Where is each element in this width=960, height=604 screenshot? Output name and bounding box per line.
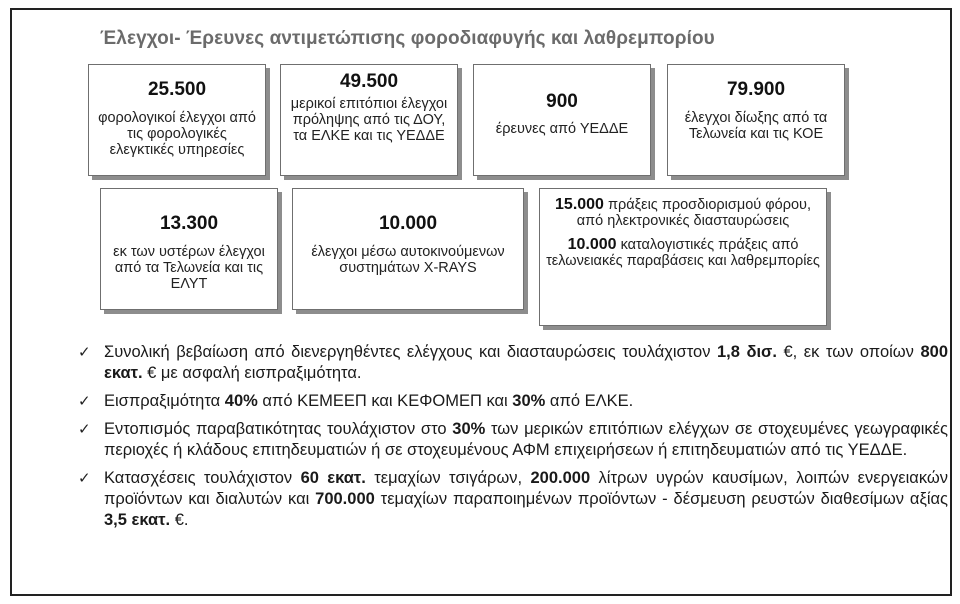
check-icon: ✓ — [78, 470, 91, 487]
slide-frame — [10, 8, 952, 596]
target-bullet-item — [76, 342, 948, 384]
check-icon: ✓ — [78, 421, 91, 438]
bullet-text: από ΕΛΚΕ. — [545, 392, 634, 410]
targets-bullet-list — [76, 342, 948, 531]
bullet-highlight: 60 εκατ. — [300, 469, 366, 487]
bullet-text: Συνολική βεβαίωση από διενεργηθέντες ελέγχους και διασταυρώσεις τουλάχιστον — [104, 343, 717, 361]
stat-number: 900 — [546, 91, 578, 112]
stat-number: 13.300 — [159, 213, 219, 234]
bullet-text: τεμαχίων παραποιημένων προϊόντων - δέσμευση ρευστών διαθεσίμων αξίας — [374, 490, 948, 508]
bullet-highlight: 200.000 — [530, 469, 591, 487]
bullet-highlight: 30% — [512, 392, 546, 410]
stat-row-customs-violations — [546, 237, 820, 269]
bullet-highlight: 700.000 — [315, 490, 375, 508]
bullet-highlight: 3,5 εκατ. — [104, 511, 171, 529]
bullet-text: από ΚΕΜΕΕΠ και ΚΕΦΟΜΕΠ και — [257, 392, 513, 410]
target-bullet-item — [76, 468, 948, 531]
bullet-highlight: 40% — [224, 392, 258, 410]
stat-description: εκ των υστέρων έλεγχοι από τα Τελωνεία και τις ΕΛΥΤ — [113, 244, 265, 292]
stat-description: καταλογιστικές πράξεις από τελωνειακές παραβάσεις και λαθρεμπορίες — [546, 237, 820, 269]
stat-number: 10.000 — [378, 213, 438, 234]
stat-row-electronic-crosschecks — [546, 197, 820, 229]
stat-box-partial-checks — [280, 64, 458, 176]
bullet-highlight: 1,8 δισ. — [717, 343, 777, 361]
check-icon: ✓ — [78, 344, 91, 361]
bullet-text: €, εκ των οποίων — [776, 343, 921, 361]
stat-box-yedde-investigations — [473, 64, 651, 176]
stat-box-post-checks — [100, 188, 278, 310]
slide-title: Έλεγχοι- Έρευνες αντιμετώπισης φοροδιαφυγής και λαθρεμπορίου — [100, 28, 715, 49]
stat-number: 10.000 — [567, 236, 617, 253]
check-icon: ✓ — [78, 393, 91, 410]
bullet-highlight: 30% — [452, 420, 486, 438]
target-bullet-item — [76, 419, 948, 461]
bullet-text: Εντοπισμός παραβατικότητας τουλάχιστον στο — [104, 420, 453, 438]
bullet-text: λίτρων υγρών καυσίμων, λοιπών ενεργειακών προϊόντων και διαλυτών και — [104, 469, 948, 508]
stat-description: έρευνες από ΥΕΔΔΕ — [495, 121, 629, 137]
bullet-text: €. — [170, 511, 189, 529]
bullet-text: Εισπραξιμότητα — [104, 392, 225, 410]
stat-number: 15.000 — [555, 196, 604, 213]
bullet-text: Κατασχέσεις τουλάχιστον — [104, 469, 301, 487]
target-bullet-item — [76, 391, 948, 412]
stat-description: φορολογικοί έλεγχοι από τις φορολογικές ελεγκτικές υπηρεσίες — [98, 110, 256, 158]
stat-box-tax-audits — [88, 64, 266, 176]
bullet-highlight: 800 εκατ. — [104, 343, 948, 382]
stat-description: μερικοί επιτόπιοι έλεγχοι πρόληψης από τις ΔΟΥ, τα ΕΛΚΕ και τις ΥΕΔΔΕ — [290, 96, 448, 144]
stat-box-customs-checks — [667, 64, 845, 176]
stat-description: έλεγχοι μέσω αυτοκινούμενων συστημάτων X-RAYS — [311, 244, 505, 276]
bullet-text: τεμαχίων τσιγάρων, — [365, 469, 531, 487]
stat-box-xray-checks — [292, 188, 524, 310]
stat-description: έλεγχοι δίωξης από τα Τελωνεία και τις ΚΟΕ — [684, 110, 828, 142]
stat-number: 79.900 — [726, 79, 786, 100]
bullet-text: των μερικών επιτόπιων ελέγχων σε στοχευμένες γεωγραφικές περιοχές ή κλάδους επιτηδευματιών ή σε στοχευμένους ΑΦΜ επιχειρήσεων ή επιτηδευματιών από τις ΥΕΔΔΕ. — [104, 420, 948, 459]
stat-box-assessment-acts — [539, 188, 827, 326]
stat-number: 25.500 — [147, 79, 207, 100]
bullet-text: € με ασφαλή εισπραξιμότητα. — [142, 364, 362, 382]
stat-description: πράξεις προσδιορισμού φόρου, από ηλεκτρονικές διασταυρώσεις — [576, 197, 811, 229]
stat-number: 49.500 — [339, 71, 399, 92]
